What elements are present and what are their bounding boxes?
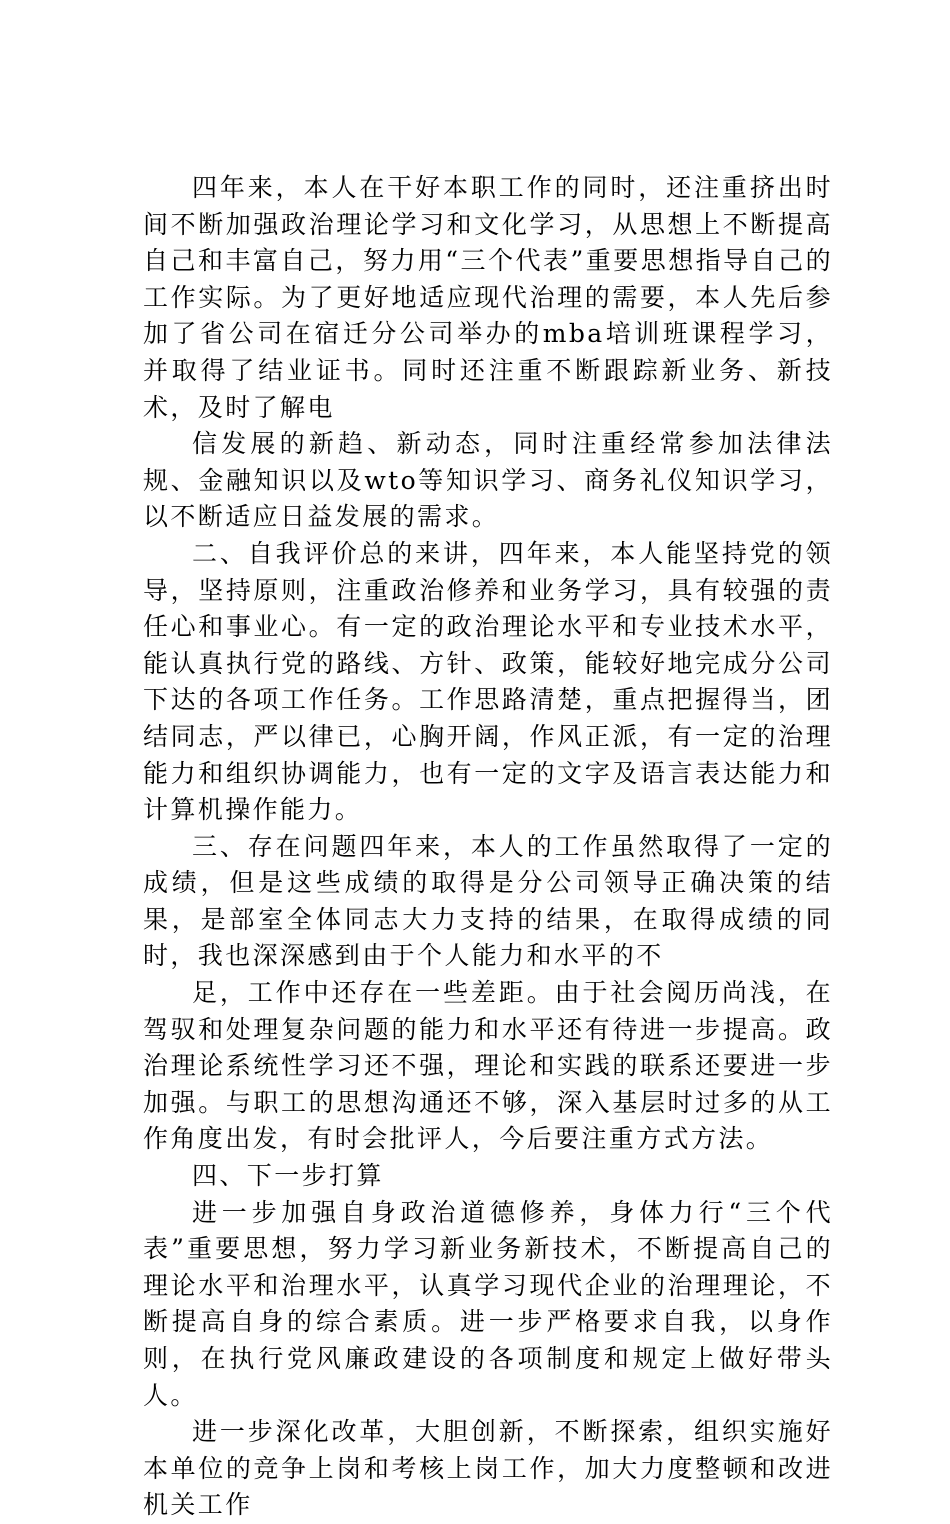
paragraph-study: 四年来，本人在干好本职工作的同时，还注重挤出时间不断加强政治理论学习和文化学习，从思想上不断提高自己和丰富自己，努力用“三个代表”重要思想指导自己的工作实际。为了更好地适应现代治理的需要，本人先后参加了省公司在宿迁分公司举办的mba培训班课程学习，并取得了结业证书。同时还注重不断跟踪新业务、新技术，及时了解电 [143,173,833,422]
paragraph-problems-continued: 足，工作中还存在一些差距。由于社会阅历尚浅，在驾驭和处理复杂问题的能力和水平还有待进一步提高。政治理论系统性学习还不强，理论和实践的联系还要进一步加强。与职工的思想沟通还不够，深入基层时过多的从工作角度出发，有时会批评人，今后要注重方式方法。 [143,978,833,1154]
paragraph-next-steps-2: 进一步深化改革，大胆创新，不断探索，组织实施好本单位的竞争上岗和考核上岗工作，加大力度整顿和改进机关工作 [143,1417,833,1520]
paragraph-self-evaluation: 二、自我评价总的来讲，四年来，本人能坚持党的领导，坚持原则，注重政治修养和业务学习，具有较强的责任心和事业心。有一定的政治理论水平和专业技术水平，能认真执行党的路线、方针、政策，能较好地完成分公司下达的各项工作任务。工作思路清楚，重点把握得当，团结同志，严以律已，心胸开阔，作风正派，有一定的治理能力和组织协调能力，也有一定的文字及语言表达能力和计算机操作能力。 [143,538,833,825]
paragraph-study-continued: 信发展的新趋、新动态，同时注重经常参加法律法规、金融知识以及wto等知识学习、商务礼仪知识学习，以不断适应日益发展的需求。 [143,429,833,532]
paragraph-problems: 三、存在问题四年来，本人的工作虽然取得了一定的成绩，但是这些成绩的取得是分公司领导正确决策的结果，是部室全体同志大力支持的结果，在取得成绩的同时，我也深深感到由于个人能力和水平的不 [143,831,833,971]
section-heading-next-steps: 四、下一步打算 [192,1161,384,1191]
document-body [143,170,833,1524]
paragraph-next-steps-1: 进一步加强自身政治道德修养，身体力行“三个代表”重要思想，努力学习新业务新技术，不断提高自己的理论水平和治理水平，认真学习现代企业的治理理论，不断提高自身的综合素质。进一步严格要求自我，以身作则，在执行党风廉政建设的各项制度和规定上做好带头人。 [143,1197,833,1410]
